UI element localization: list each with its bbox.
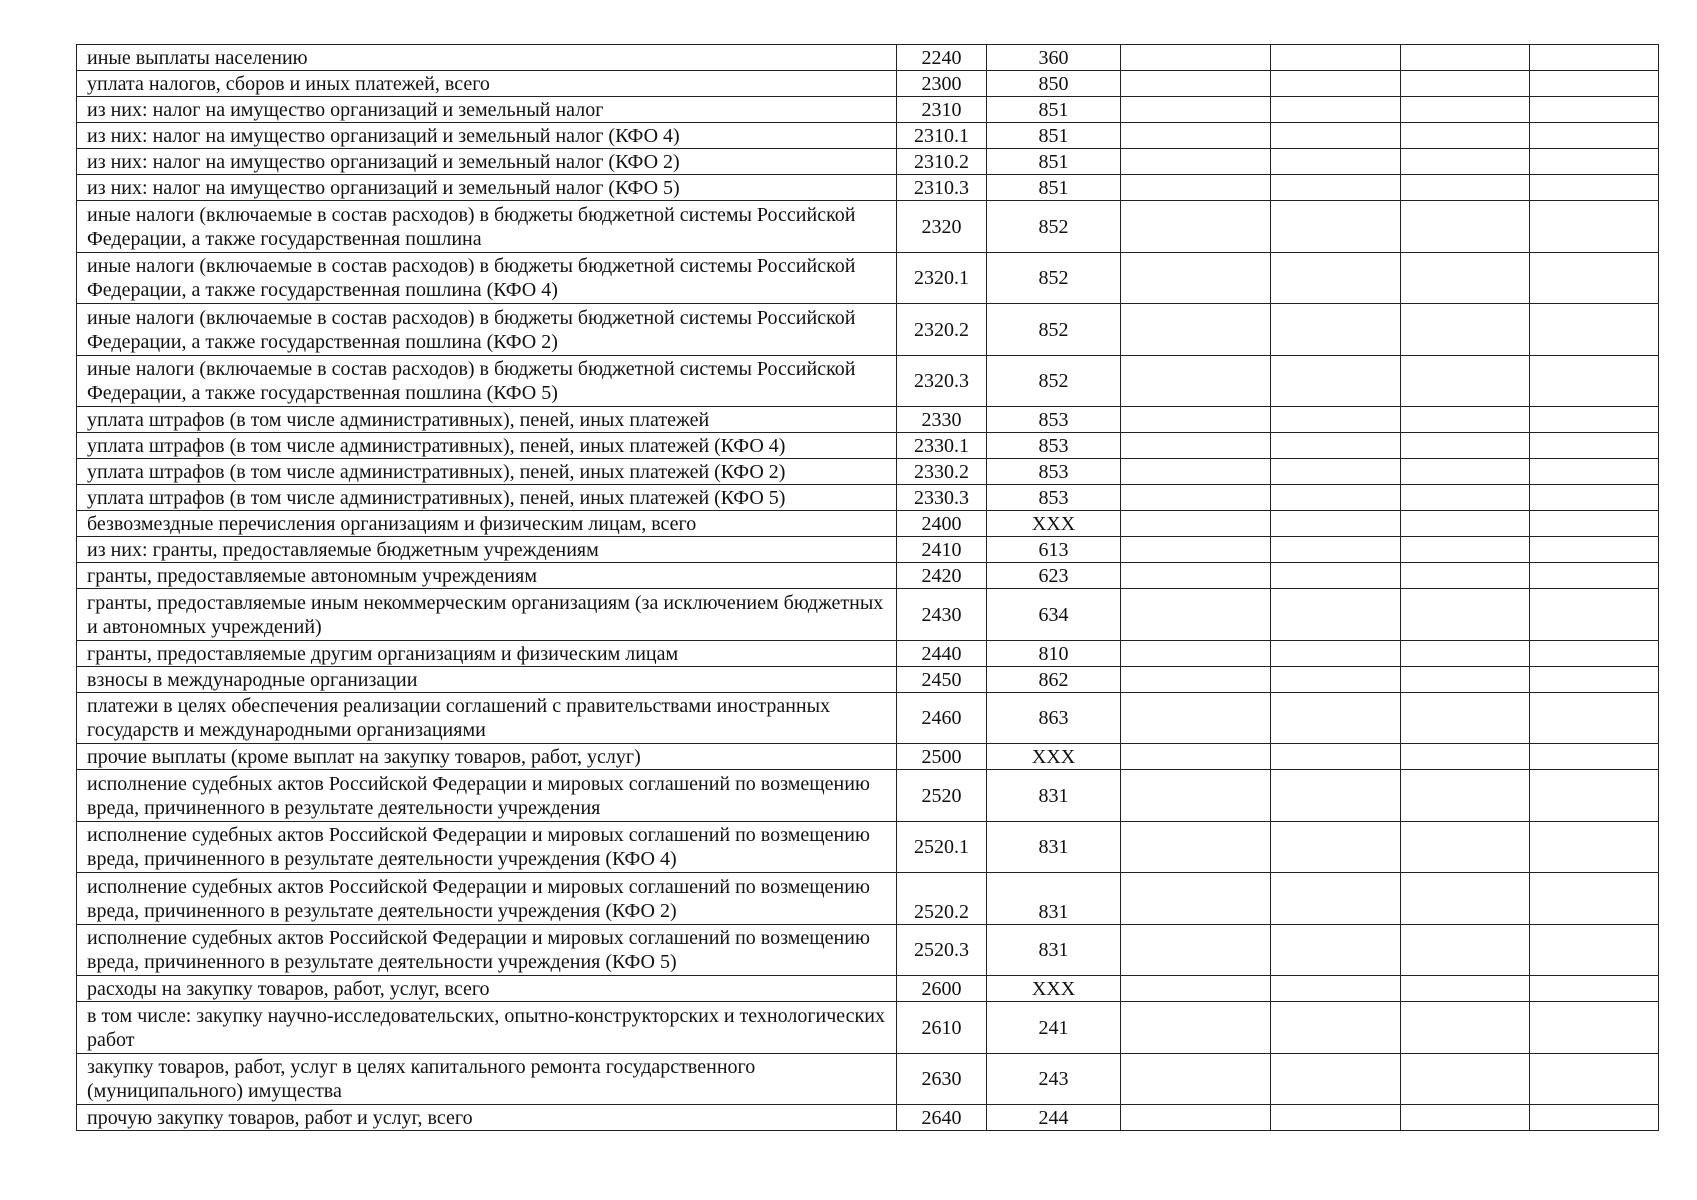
empty-value-cell bbox=[1121, 407, 1271, 433]
empty-value-cell bbox=[1530, 433, 1659, 459]
row-code-cell: 2460 bbox=[897, 692, 987, 744]
row-name-cell: исполнение судебных актов Российской Федерации и мировых соглашений по возмещению вреда, причиненного в результате деятельности учреждения (КФО 2) bbox=[77, 873, 897, 925]
empty-value-cell bbox=[1401, 563, 1530, 589]
row-name-cell: иные выплаты населению bbox=[77, 45, 897, 71]
empty-value-cell bbox=[1121, 511, 1271, 537]
empty-value-cell bbox=[1121, 924, 1271, 976]
empty-value-cell bbox=[1401, 201, 1530, 253]
row-code-cell: 2640 bbox=[897, 1105, 987, 1131]
row-name-cell: уплата штрафов (в том числе административных), пеней, иных платежей (КФО 4) bbox=[77, 433, 897, 459]
empty-value-cell bbox=[1401, 821, 1530, 873]
table-row bbox=[77, 71, 1659, 97]
row-kbk-cell: 851 bbox=[987, 175, 1121, 201]
table-row bbox=[77, 355, 1659, 407]
row-kbk-cell: 862 bbox=[987, 666, 1121, 692]
row-kbk-cell: 851 bbox=[987, 149, 1121, 175]
row-name-cell: из них: налог на имущество организаций и земельный налог (КФО 2) bbox=[77, 149, 897, 175]
empty-value-cell bbox=[1271, 304, 1401, 356]
empty-value-cell bbox=[1530, 459, 1659, 485]
empty-value-cell bbox=[1121, 304, 1271, 356]
row-name-cell: исполнение судебных актов Российской Федерации и мировых соглашений по возмещению вреда, причиненного в результате деятельности учреждения bbox=[77, 770, 897, 822]
row-kbk-cell: 853 bbox=[987, 407, 1121, 433]
empty-value-cell bbox=[1530, 589, 1659, 641]
empty-value-cell bbox=[1271, 485, 1401, 511]
empty-value-cell bbox=[1121, 433, 1271, 459]
empty-value-cell bbox=[1530, 666, 1659, 692]
empty-value-cell bbox=[1530, 821, 1659, 873]
empty-value-cell bbox=[1121, 45, 1271, 71]
row-kbk-cell: 853 bbox=[987, 485, 1121, 511]
table-row bbox=[77, 1053, 1659, 1105]
empty-value-cell bbox=[1271, 71, 1401, 97]
empty-value-cell bbox=[1121, 537, 1271, 563]
row-code-cell: 2430 bbox=[897, 589, 987, 641]
row-kbk-cell: 831 bbox=[987, 924, 1121, 976]
empty-value-cell bbox=[1530, 1053, 1659, 1105]
empty-value-cell bbox=[1121, 976, 1271, 1002]
empty-value-cell bbox=[1121, 1105, 1271, 1131]
row-name-cell: из них: налог на имущество организаций и земельный налог (КФО 5) bbox=[77, 175, 897, 201]
empty-value-cell bbox=[1121, 485, 1271, 511]
row-kbk-cell: 831 bbox=[987, 821, 1121, 873]
table-row bbox=[77, 485, 1659, 511]
row-name-cell: исполнение судебных актов Российской Федерации и мировых соглашений по возмещению вреда, причиненного в результате деятельности учреждения (КФО 4) bbox=[77, 821, 897, 873]
empty-value-cell bbox=[1530, 149, 1659, 175]
row-code-cell: 2520 bbox=[897, 770, 987, 822]
row-name-cell: гранты, предоставляемые другим организациям и физическим лицам bbox=[77, 640, 897, 666]
row-code-cell: 2520.2 bbox=[897, 873, 987, 925]
table-row bbox=[77, 640, 1659, 666]
empty-value-cell bbox=[1530, 537, 1659, 563]
table-row bbox=[77, 1002, 1659, 1054]
empty-value-cell bbox=[1121, 355, 1271, 407]
row-name-cell: взносы в международные организации bbox=[77, 666, 897, 692]
row-name-cell: расходы на закупку товаров, работ, услуг, всего bbox=[77, 976, 897, 1002]
table-row bbox=[77, 666, 1659, 692]
table-row bbox=[77, 304, 1659, 356]
row-name-cell: исполнение судебных актов Российской Федерации и мировых соглашений по возмещению вреда, причиненного в результате деятельности учреждения (КФО 5) bbox=[77, 924, 897, 976]
empty-value-cell bbox=[1401, 924, 1530, 976]
row-kbk-cell: 852 bbox=[987, 355, 1121, 407]
empty-value-cell bbox=[1271, 45, 1401, 71]
empty-value-cell bbox=[1530, 1002, 1659, 1054]
table-row bbox=[77, 770, 1659, 822]
empty-value-cell bbox=[1530, 201, 1659, 253]
row-name-cell: уплата штрафов (в том числе административных), пеней, иных платежей bbox=[77, 407, 897, 433]
row-name-cell: из них: налог на имущество организаций и земельный налог bbox=[77, 97, 897, 123]
row-kbk-cell: 241 bbox=[987, 1002, 1121, 1054]
row-kbk-cell: 851 bbox=[987, 123, 1121, 149]
empty-value-cell bbox=[1401, 770, 1530, 822]
empty-value-cell bbox=[1271, 149, 1401, 175]
row-code-cell: 2310.2 bbox=[897, 149, 987, 175]
empty-value-cell bbox=[1121, 692, 1271, 744]
row-code-cell: 2400 bbox=[897, 511, 987, 537]
empty-value-cell bbox=[1401, 1002, 1530, 1054]
empty-value-cell bbox=[1530, 511, 1659, 537]
row-name-cell: иные налоги (включаемые в состав расходов) в бюджеты бюджетной системы Российской Федерации, а также государственная пошлина (КФО 5) bbox=[77, 355, 897, 407]
empty-value-cell bbox=[1401, 976, 1530, 1002]
table-row bbox=[77, 407, 1659, 433]
row-kbk-cell: 243 bbox=[987, 1053, 1121, 1105]
empty-value-cell bbox=[1530, 304, 1659, 356]
table-row bbox=[77, 873, 1659, 925]
row-code-cell: 2420 bbox=[897, 563, 987, 589]
row-code-cell: 2310.1 bbox=[897, 123, 987, 149]
row-name-cell: иные налоги (включаемые в состав расходов) в бюджеты бюджетной системы Российской Федерации, а также государственная пошлина bbox=[77, 201, 897, 253]
empty-value-cell bbox=[1271, 770, 1401, 822]
empty-value-cell bbox=[1271, 563, 1401, 589]
empty-value-cell bbox=[1530, 252, 1659, 304]
empty-value-cell bbox=[1530, 873, 1659, 925]
table-row bbox=[77, 744, 1659, 770]
row-name-cell: иные налоги (включаемые в состав расходов) в бюджеты бюджетной системы Российской Федерации, а также государственная пошлина (КФО 2) bbox=[77, 304, 897, 356]
row-name-cell: закупку товаров, работ, услуг в целях капитального ремонта государственного (муниципального) имущества bbox=[77, 1053, 897, 1105]
row-code-cell: 2610 bbox=[897, 1002, 987, 1054]
empty-value-cell bbox=[1530, 175, 1659, 201]
table-row bbox=[77, 201, 1659, 253]
empty-value-cell bbox=[1271, 252, 1401, 304]
empty-value-cell bbox=[1530, 976, 1659, 1002]
row-kbk-cell: 623 bbox=[987, 563, 1121, 589]
table-row bbox=[77, 175, 1659, 201]
empty-value-cell bbox=[1401, 744, 1530, 770]
row-code-cell: 2600 bbox=[897, 976, 987, 1002]
empty-value-cell bbox=[1121, 666, 1271, 692]
empty-value-cell bbox=[1121, 744, 1271, 770]
row-code-cell: 2520.1 bbox=[897, 821, 987, 873]
table-row bbox=[77, 252, 1659, 304]
empty-value-cell bbox=[1121, 149, 1271, 175]
table-row bbox=[77, 459, 1659, 485]
empty-value-cell bbox=[1271, 976, 1401, 1002]
empty-value-cell bbox=[1121, 640, 1271, 666]
empty-value-cell bbox=[1121, 459, 1271, 485]
empty-value-cell bbox=[1121, 589, 1271, 641]
empty-value-cell bbox=[1271, 1105, 1401, 1131]
empty-value-cell bbox=[1121, 873, 1271, 925]
table-row bbox=[77, 511, 1659, 537]
table-row bbox=[77, 1105, 1659, 1131]
row-code-cell: 2410 bbox=[897, 537, 987, 563]
table-row bbox=[77, 924, 1659, 976]
row-code-cell: 2330 bbox=[897, 407, 987, 433]
empty-value-cell bbox=[1530, 744, 1659, 770]
row-kbk-cell: ХХХ bbox=[987, 744, 1121, 770]
empty-value-cell bbox=[1401, 123, 1530, 149]
empty-value-cell bbox=[1530, 123, 1659, 149]
empty-value-cell bbox=[1401, 589, 1530, 641]
row-kbk-cell: 634 bbox=[987, 589, 1121, 641]
empty-value-cell bbox=[1530, 97, 1659, 123]
empty-value-cell bbox=[1271, 640, 1401, 666]
empty-value-cell bbox=[1401, 1105, 1530, 1131]
empty-value-cell bbox=[1121, 821, 1271, 873]
table-row bbox=[77, 97, 1659, 123]
empty-value-cell bbox=[1271, 1053, 1401, 1105]
empty-value-cell bbox=[1530, 770, 1659, 822]
table-row bbox=[77, 589, 1659, 641]
table-body bbox=[77, 45, 1659, 1131]
empty-value-cell bbox=[1271, 175, 1401, 201]
empty-value-cell bbox=[1530, 692, 1659, 744]
row-kbk-cell: 853 bbox=[987, 433, 1121, 459]
empty-value-cell bbox=[1401, 252, 1530, 304]
empty-value-cell bbox=[1401, 485, 1530, 511]
empty-value-cell bbox=[1271, 407, 1401, 433]
row-name-cell: прочие выплаты (кроме выплат на закупку товаров, работ, услуг) bbox=[77, 744, 897, 770]
empty-value-cell bbox=[1401, 433, 1530, 459]
empty-value-cell bbox=[1530, 485, 1659, 511]
empty-value-cell bbox=[1271, 1002, 1401, 1054]
row-code-cell: 2310.3 bbox=[897, 175, 987, 201]
empty-value-cell bbox=[1530, 1105, 1659, 1131]
empty-value-cell bbox=[1271, 873, 1401, 925]
row-kbk-cell: 831 bbox=[987, 873, 1121, 925]
row-code-cell: 2520.3 bbox=[897, 924, 987, 976]
row-code-cell: 2240 bbox=[897, 45, 987, 71]
empty-value-cell bbox=[1401, 71, 1530, 97]
row-name-cell: из них: гранты, предоставляемые бюджетным учреждениям bbox=[77, 537, 897, 563]
row-name-cell: прочую закупку товаров, работ и услуг, всего bbox=[77, 1105, 897, 1131]
row-kbk-cell: 852 bbox=[987, 252, 1121, 304]
row-kbk-cell: 851 bbox=[987, 97, 1121, 123]
table-row bbox=[77, 123, 1659, 149]
empty-value-cell bbox=[1530, 71, 1659, 97]
empty-value-cell bbox=[1401, 45, 1530, 71]
row-code-cell: 2310 bbox=[897, 97, 987, 123]
empty-value-cell bbox=[1530, 924, 1659, 976]
row-code-cell: 2320.3 bbox=[897, 355, 987, 407]
row-name-cell: уплата штрафов (в том числе административных), пеней, иных платежей (КФО 2) bbox=[77, 459, 897, 485]
empty-value-cell bbox=[1401, 640, 1530, 666]
empty-value-cell bbox=[1401, 459, 1530, 485]
row-code-cell: 2440 bbox=[897, 640, 987, 666]
empty-value-cell bbox=[1530, 355, 1659, 407]
budget-expenses-table bbox=[76, 44, 1659, 1131]
row-name-cell: платежи в целях обеспечения реализации соглашений с правительствами иностранных государств и международными организациями bbox=[77, 692, 897, 744]
empty-value-cell bbox=[1401, 149, 1530, 175]
empty-value-cell bbox=[1271, 666, 1401, 692]
table-row bbox=[77, 45, 1659, 71]
table-row bbox=[77, 821, 1659, 873]
empty-value-cell bbox=[1271, 924, 1401, 976]
empty-value-cell bbox=[1271, 511, 1401, 537]
row-name-cell: иные налоги (включаемые в состав расходов) в бюджеты бюджетной системы Российской Федерации, а также государственная пошлина (КФО 4) bbox=[77, 252, 897, 304]
row-kbk-cell: ХХХ bbox=[987, 976, 1121, 1002]
row-kbk-cell: 850 bbox=[987, 71, 1121, 97]
row-kbk-cell: 853 bbox=[987, 459, 1121, 485]
row-kbk-cell: 863 bbox=[987, 692, 1121, 744]
empty-value-cell bbox=[1401, 873, 1530, 925]
row-code-cell: 2320.2 bbox=[897, 304, 987, 356]
empty-value-cell bbox=[1401, 537, 1530, 563]
row-name-cell: из них: налог на имущество организаций и земельный налог (КФО 4) bbox=[77, 123, 897, 149]
table-row bbox=[77, 692, 1659, 744]
row-name-cell: уплата налогов, сборов и иных платежей, всего bbox=[77, 71, 897, 97]
empty-value-cell bbox=[1271, 589, 1401, 641]
table-row bbox=[77, 537, 1659, 563]
empty-value-cell bbox=[1271, 201, 1401, 253]
empty-value-cell bbox=[1121, 1002, 1271, 1054]
row-code-cell: 2330.2 bbox=[897, 459, 987, 485]
row-code-cell: 2500 bbox=[897, 744, 987, 770]
row-code-cell: 2630 bbox=[897, 1053, 987, 1105]
table-row bbox=[77, 149, 1659, 175]
empty-value-cell bbox=[1121, 1053, 1271, 1105]
empty-value-cell bbox=[1271, 537, 1401, 563]
row-kbk-cell: 852 bbox=[987, 201, 1121, 253]
row-kbk-cell: 244 bbox=[987, 1105, 1121, 1131]
row-kbk-cell: 852 bbox=[987, 304, 1121, 356]
row-code-cell: 2450 bbox=[897, 666, 987, 692]
row-code-cell: 2320.1 bbox=[897, 252, 987, 304]
empty-value-cell bbox=[1271, 692, 1401, 744]
empty-value-cell bbox=[1271, 459, 1401, 485]
empty-value-cell bbox=[1271, 355, 1401, 407]
empty-value-cell bbox=[1121, 71, 1271, 97]
row-code-cell: 2320 bbox=[897, 201, 987, 253]
empty-value-cell bbox=[1401, 304, 1530, 356]
empty-value-cell bbox=[1401, 355, 1530, 407]
empty-value-cell bbox=[1530, 640, 1659, 666]
empty-value-cell bbox=[1401, 666, 1530, 692]
empty-value-cell bbox=[1121, 175, 1271, 201]
row-kbk-cell: ХХХ bbox=[987, 511, 1121, 537]
empty-value-cell bbox=[1530, 563, 1659, 589]
empty-value-cell bbox=[1530, 45, 1659, 71]
row-kbk-cell: 360 bbox=[987, 45, 1121, 71]
table-row bbox=[77, 976, 1659, 1002]
row-kbk-cell: 613 bbox=[987, 537, 1121, 563]
empty-value-cell bbox=[1401, 692, 1530, 744]
row-name-cell: гранты, предоставляемые автономным учреждениям bbox=[77, 563, 897, 589]
row-name-cell: безвозмездные перечисления организациям и физическим лицам, всего bbox=[77, 511, 897, 537]
empty-value-cell bbox=[1121, 770, 1271, 822]
empty-value-cell bbox=[1271, 744, 1401, 770]
row-kbk-cell: 810 bbox=[987, 640, 1121, 666]
empty-value-cell bbox=[1401, 407, 1530, 433]
row-code-cell: 2330.3 bbox=[897, 485, 987, 511]
table-row bbox=[77, 433, 1659, 459]
empty-value-cell bbox=[1530, 407, 1659, 433]
empty-value-cell bbox=[1401, 97, 1530, 123]
table-row bbox=[77, 563, 1659, 589]
empty-value-cell bbox=[1121, 563, 1271, 589]
row-kbk-cell: 831 bbox=[987, 770, 1121, 822]
row-name-cell: гранты, предоставляемые иным некоммерческим организациям (за исключением бюджетных и автономных учреждений) bbox=[77, 589, 897, 641]
empty-value-cell bbox=[1401, 1053, 1530, 1105]
row-code-cell: 2300 bbox=[897, 71, 987, 97]
empty-value-cell bbox=[1271, 433, 1401, 459]
empty-value-cell bbox=[1121, 123, 1271, 149]
empty-value-cell bbox=[1121, 97, 1271, 123]
row-name-cell: уплата штрафов (в том числе административных), пеней, иных платежей (КФО 5) bbox=[77, 485, 897, 511]
empty-value-cell bbox=[1401, 511, 1530, 537]
empty-value-cell bbox=[1401, 175, 1530, 201]
row-name-cell: в том числе: закупку научно-исследовательских, опытно-конструкторских и технологических работ bbox=[77, 1002, 897, 1054]
empty-value-cell bbox=[1271, 123, 1401, 149]
empty-value-cell bbox=[1121, 201, 1271, 253]
empty-value-cell bbox=[1271, 821, 1401, 873]
empty-value-cell bbox=[1121, 252, 1271, 304]
row-code-cell: 2330.1 bbox=[897, 433, 987, 459]
empty-value-cell bbox=[1271, 97, 1401, 123]
